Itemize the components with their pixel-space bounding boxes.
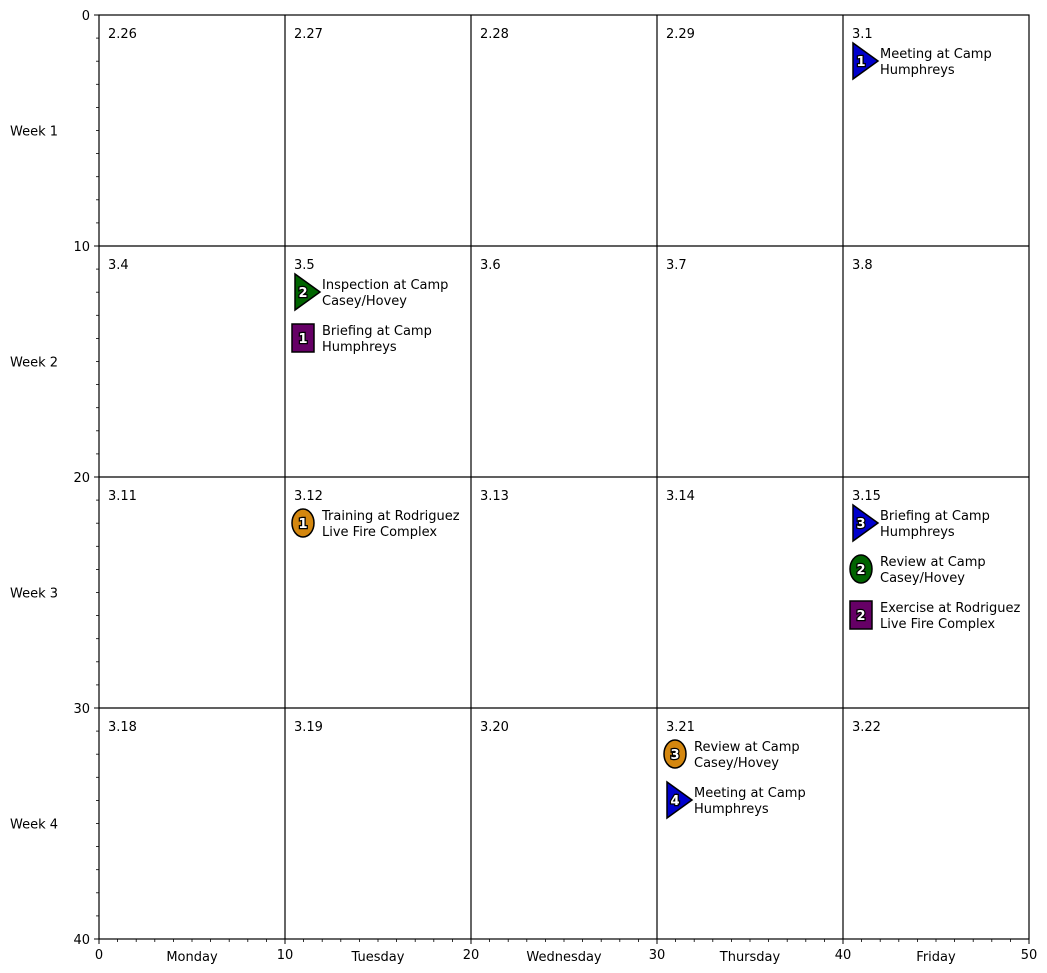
y-tick-label: 20: [73, 471, 90, 486]
day-label: Friday: [916, 950, 956, 965]
event-number: 4: [670, 794, 680, 809]
date-label: 3.18: [108, 720, 137, 735]
date-label: 3.15: [852, 489, 881, 504]
date-label: 3.11: [108, 489, 137, 504]
day-label: Monday: [166, 950, 218, 965]
x-tick-label: 20: [462, 948, 480, 963]
event-label-line2: Casey/Hovey: [694, 756, 780, 771]
y-tick-label: 30: [73, 702, 90, 717]
date-label: 2.29: [666, 27, 695, 42]
date-label: 3.13: [480, 489, 509, 504]
date-label: 3.8: [852, 258, 873, 273]
week-label: Week 1: [10, 124, 59, 140]
event-label-line1: Inspection at Camp: [322, 278, 449, 293]
x-tick-label: 30: [648, 948, 666, 963]
event-label-line1: Meeting at Camp: [694, 786, 806, 801]
event-label-line1: Training at Rodriguez: [322, 509, 460, 524]
x-tick-label: 40: [834, 948, 852, 963]
date-label: 3.7: [666, 258, 687, 273]
event-label-line1: Meeting at Camp: [880, 47, 992, 62]
event-number: 1: [298, 517, 308, 532]
week-label: Week 3: [10, 586, 59, 602]
date-label: 3.12: [294, 489, 323, 504]
date-label: 3.20: [480, 720, 509, 735]
date-label: 3.6: [480, 258, 501, 273]
day-label: Wednesday: [526, 950, 602, 965]
event-number: 2: [298, 286, 308, 301]
day-label: Thursday: [719, 950, 781, 965]
week-label: Week 2: [10, 355, 59, 371]
date-label: 2.28: [480, 27, 509, 42]
date-label: 3.19: [294, 720, 323, 735]
event-number: 3: [670, 748, 680, 763]
event-label-line2: Casey/Hovey: [322, 294, 408, 309]
week-label: Week 4: [10, 817, 59, 833]
event-label-line1: Review at Camp: [694, 740, 800, 755]
x-tick-label: 0: [94, 948, 104, 963]
event-label-line2: Humphreys: [322, 340, 397, 355]
event-label-line2: Live Fire Complex: [880, 617, 996, 632]
date-label: 2.26: [108, 27, 137, 42]
date-label: 3.5: [294, 258, 315, 273]
event-number: 2: [856, 563, 866, 578]
date-label: 3.21: [666, 720, 695, 735]
event-label-line1: Exercise at Rodriguez: [880, 601, 1021, 616]
event-number: 1: [856, 55, 866, 70]
day-label: Tuesday: [351, 950, 405, 965]
event-number: 3: [856, 517, 866, 532]
date-label: 3.1: [852, 27, 873, 42]
x-tick-label: 10: [276, 948, 294, 963]
event-number: 1: [298, 332, 308, 347]
event-number: 2: [856, 609, 866, 624]
y-tick-label: 0: [81, 9, 90, 24]
x-tick-label: 50: [1020, 948, 1038, 963]
event-label-line1: Briefing at Camp: [880, 509, 990, 524]
event-label-line1: Review at Camp: [880, 555, 986, 570]
y-tick-label: 40: [73, 933, 90, 948]
date-label: 3.14: [666, 489, 695, 504]
event-label-line2: Live Fire Complex: [322, 525, 438, 540]
event-label-line2: Humphreys: [880, 63, 955, 78]
event-label-line2: Casey/Hovey: [880, 571, 966, 586]
event-label-line2: Humphreys: [880, 525, 955, 540]
y-tick-label: 10: [73, 240, 90, 255]
event-label-line1: Briefing at Camp: [322, 324, 432, 339]
date-label: 3.4: [108, 258, 129, 273]
event-label-line2: Humphreys: [694, 802, 769, 817]
date-label: 2.27: [294, 27, 323, 42]
date-label: 3.22: [852, 720, 881, 735]
